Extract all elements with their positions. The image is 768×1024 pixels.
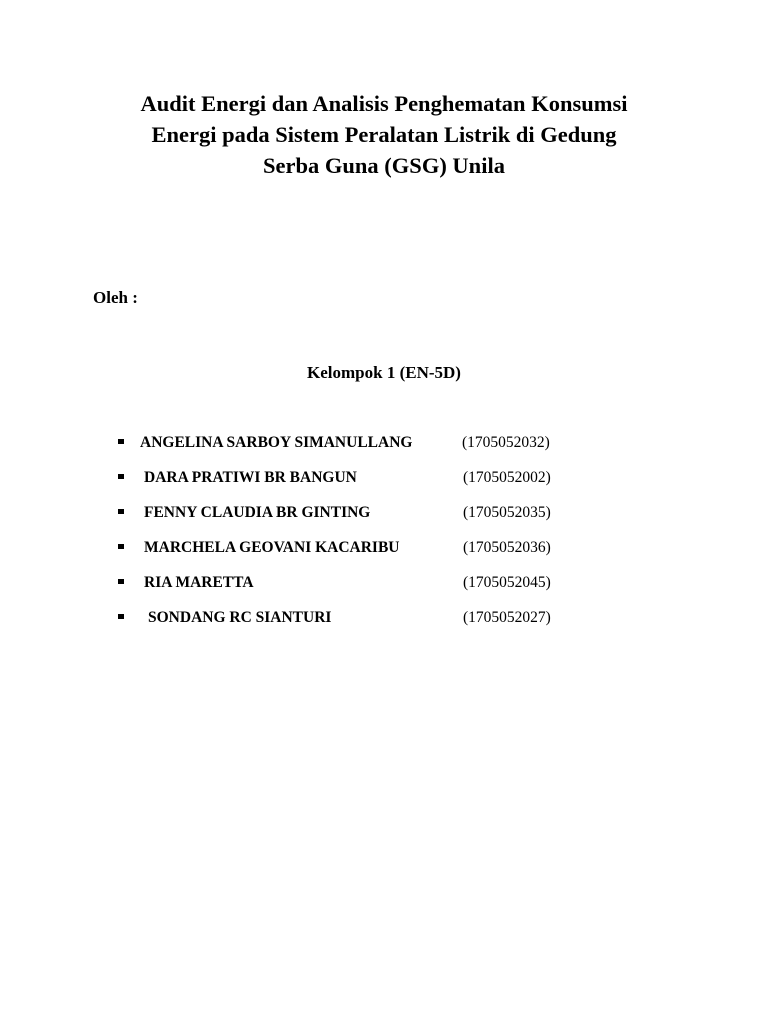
bullet-icon xyxy=(118,544,124,549)
member-id: (1705052032) xyxy=(462,434,550,451)
member-name: MARCHELA GEOVANI KACARIBU xyxy=(144,539,400,556)
member-item xyxy=(0,467,768,491)
member-name: ANGELINA SARBOY SIMANULLANG xyxy=(140,434,413,451)
member-item xyxy=(0,572,768,596)
member-item xyxy=(0,537,768,561)
member-id: (1705052045) xyxy=(463,574,551,591)
member-name: FENNY CLAUDIA BR GINTING xyxy=(144,504,371,521)
title-line-1: Audit Energi dan Analisis Penghematan Konsumsi xyxy=(140,91,628,116)
member-name: RIA MARETTA xyxy=(144,574,254,591)
bullet-icon xyxy=(118,579,124,584)
member-item xyxy=(0,607,768,631)
member-name: SONDANG RC SIANTURI xyxy=(148,609,332,626)
member-id: (1705052035) xyxy=(463,504,551,521)
title-line-3: Serba Guna (GSG) Unila xyxy=(263,153,505,178)
by-label: Oleh : xyxy=(93,288,138,307)
member-id: (1705052036) xyxy=(463,539,551,556)
member-item xyxy=(0,432,768,456)
bullet-icon xyxy=(118,614,124,619)
bullet-icon xyxy=(118,474,124,479)
title-line-2: Energi pada Sistem Peralatan Listrik di Gedung xyxy=(151,122,617,147)
member-name: DARA PRATIWI BR BANGUN xyxy=(144,469,357,486)
bullet-icon xyxy=(118,509,124,514)
member-id: (1705052027) xyxy=(463,609,551,626)
member-item xyxy=(0,502,768,526)
group-label: Kelompok 1 (EN-5D) xyxy=(307,363,461,382)
bullet-icon xyxy=(118,439,124,444)
member-id: (1705052002) xyxy=(463,469,551,486)
